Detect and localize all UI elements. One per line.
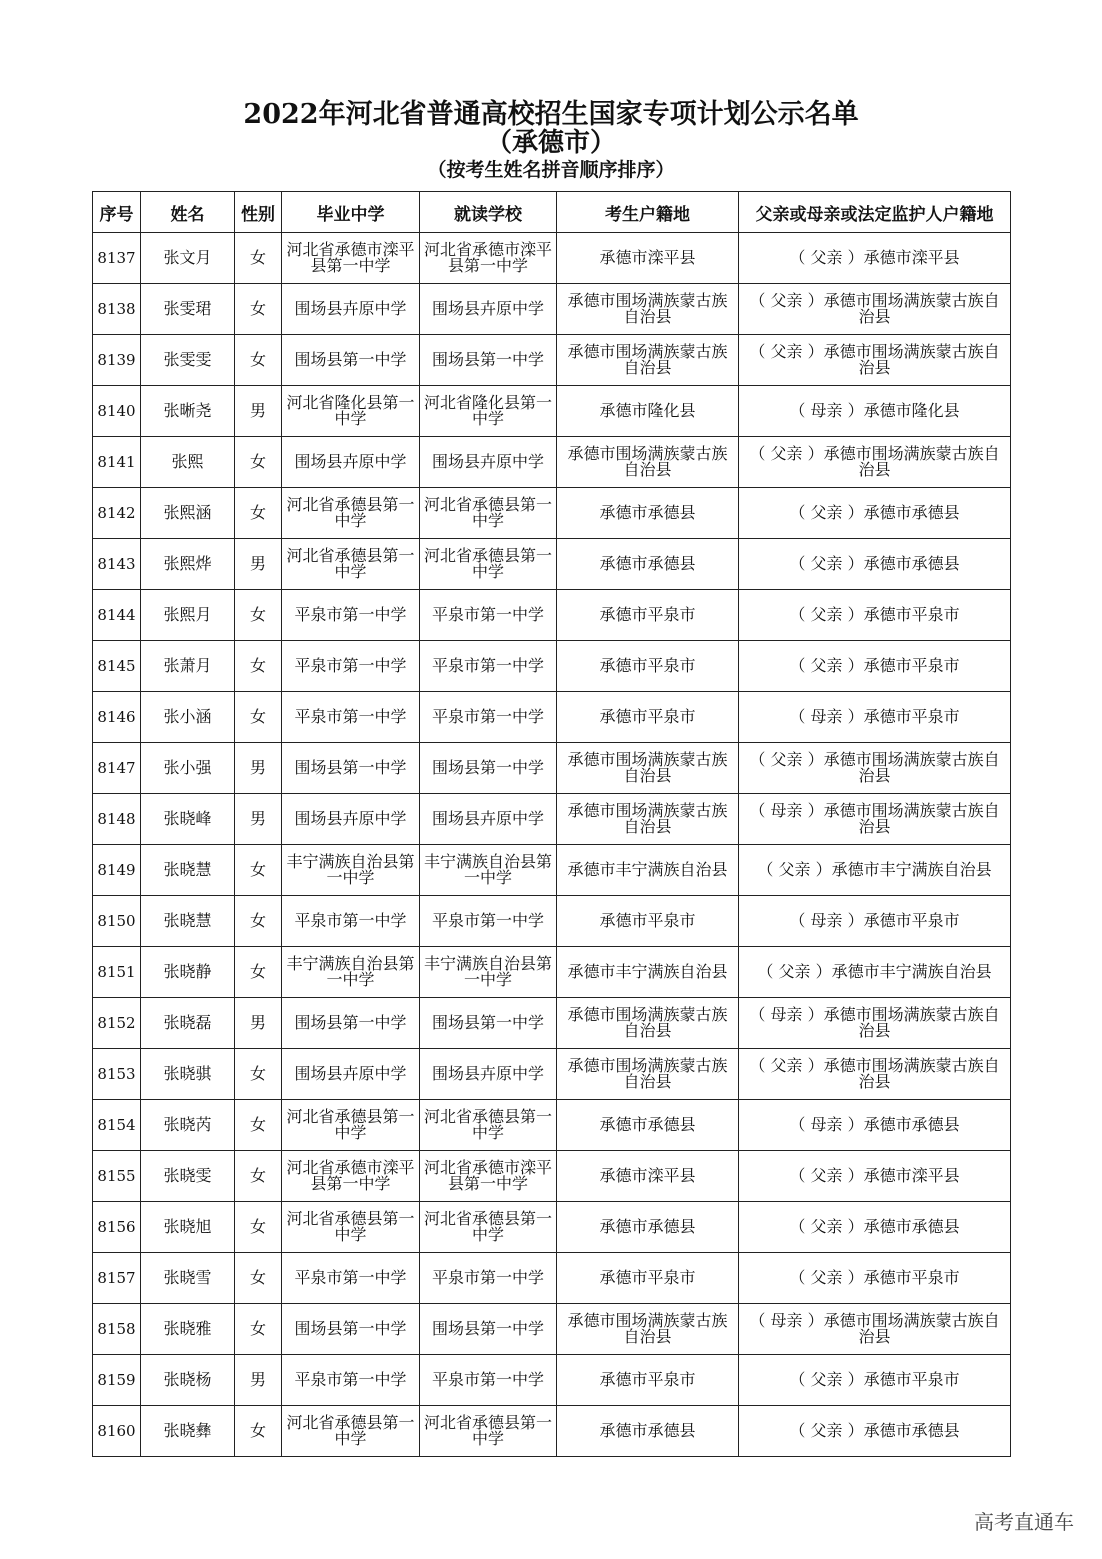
cell-name: 张晓雪 [141, 1253, 235, 1304]
cell-guardian-household: （ 父亲 ）承德市平泉市 [739, 590, 1011, 641]
table-row [93, 386, 1011, 437]
cell-student-household: 承德市围场满族蒙古族自治县 [557, 1049, 739, 1100]
cell-student-household: 承德市承德县 [557, 488, 739, 539]
cell-student-household: 承德市围场满族蒙古族自治县 [557, 743, 739, 794]
table-row [93, 1100, 1011, 1151]
table-row [93, 1304, 1011, 1355]
cell-seq: 8147 [93, 743, 141, 794]
cell-seq: 8140 [93, 386, 141, 437]
cell-current-school: 河北省隆化县第一中学 [420, 386, 557, 437]
col-header-name: 姓名 [141, 192, 235, 233]
cell-student-household: 承德市承德县 [557, 1100, 739, 1151]
cell-name: 张晓慧 [141, 896, 235, 947]
cell-student-household: 承德市围场满族蒙古族自治县 [557, 284, 739, 335]
cell-student-household: 承德市丰宁满族自治县 [557, 947, 739, 998]
cell-gender: 女 [235, 1253, 282, 1304]
cell-seq: 8159 [93, 1355, 141, 1406]
cell-current-school: 河北省承德县第一中学 [420, 539, 557, 590]
table-row [93, 335, 1011, 386]
page-title: 2022年河北省普通高校招生国家专项计划公示名单 [243, 99, 859, 130]
cell-graduation-school: 平泉市第一中学 [282, 590, 420, 641]
table-row [93, 692, 1011, 743]
cell-guardian-household: （ 父亲 ）承德市丰宁满族自治县 [739, 845, 1011, 896]
cell-current-school: 围场县第一中学 [420, 335, 557, 386]
cell-guardian-household: （ 母亲 ）承德市承德县 [739, 1100, 1011, 1151]
cell-guardian-household: （ 父亲 ）承德市围场满族蒙古族自治县 [739, 743, 1011, 794]
table-row [93, 284, 1011, 335]
cell-name: 张晓雯 [141, 1151, 235, 1202]
cell-graduation-school: 丰宁满族自治县第一中学 [282, 845, 420, 896]
cell-current-school: 围场县卉原中学 [420, 284, 557, 335]
cell-current-school: 河北省承德市滦平县第一中学 [420, 233, 557, 284]
table-row [93, 641, 1011, 692]
table-row [93, 743, 1011, 794]
cell-seq: 8145 [93, 641, 141, 692]
cell-gender: 女 [235, 641, 282, 692]
cell-graduation-school: 平泉市第一中学 [282, 1355, 420, 1406]
table-row [93, 998, 1011, 1049]
cell-current-school: 河北省承德县第一中学 [420, 1406, 557, 1457]
cell-graduation-school: 围场县第一中学 [282, 743, 420, 794]
cell-gender: 男 [235, 743, 282, 794]
cell-name: 张晓旭 [141, 1202, 235, 1253]
cell-gender: 女 [235, 1100, 282, 1151]
table-row [93, 1253, 1011, 1304]
cell-gender: 男 [235, 794, 282, 845]
cell-gender: 女 [235, 437, 282, 488]
cell-name: 张晓磊 [141, 998, 235, 1049]
cell-name: 张晓静 [141, 947, 235, 998]
cell-current-school: 围场县卉原中学 [420, 794, 557, 845]
cell-name: 张雯珺 [141, 284, 235, 335]
col-header-student-household: 考生户籍地 [557, 192, 739, 233]
cell-seq: 8160 [93, 1406, 141, 1457]
table-row [93, 845, 1011, 896]
cell-seq: 8148 [93, 794, 141, 845]
cell-seq: 8152 [93, 998, 141, 1049]
cell-student-household: 承德市承德县 [557, 1202, 739, 1253]
cell-graduation-school: 河北省隆化县第一中学 [282, 386, 420, 437]
cell-gender: 女 [235, 590, 282, 641]
cell-name: 张熙烨 [141, 539, 235, 590]
cell-current-school: 围场县第一中学 [420, 743, 557, 794]
cell-guardian-household: （ 父亲 ）承德市平泉市 [739, 641, 1011, 692]
cell-guardian-household: （ 父亲 ）承德市围场满族蒙古族自治县 [739, 437, 1011, 488]
cell-current-school: 平泉市第一中学 [420, 896, 557, 947]
cell-graduation-school: 围场县卉原中学 [282, 794, 420, 845]
cell-gender: 女 [235, 1151, 282, 1202]
cell-graduation-school: 河北省承德县第一中学 [282, 1100, 420, 1151]
cell-current-school: 平泉市第一中学 [420, 1253, 557, 1304]
cell-seq: 8157 [93, 1253, 141, 1304]
cell-current-school: 平泉市第一中学 [420, 1355, 557, 1406]
cell-current-school: 围场县卉原中学 [420, 1049, 557, 1100]
cell-graduation-school: 围场县第一中学 [282, 335, 420, 386]
cell-gender: 女 [235, 1406, 282, 1457]
cell-gender: 女 [235, 947, 282, 998]
cell-student-household: 承德市承德县 [557, 539, 739, 590]
cell-name: 张熙月 [141, 590, 235, 641]
cell-guardian-household: （ 母亲 ）承德市隆化县 [739, 386, 1011, 437]
cell-graduation-school: 围场县卉原中学 [282, 1049, 420, 1100]
table-row [93, 233, 1011, 284]
cell-guardian-household: （ 父亲 ）承德市平泉市 [739, 1253, 1011, 1304]
cell-current-school: 围场县第一中学 [420, 1304, 557, 1355]
cell-gender: 女 [235, 692, 282, 743]
cell-guardian-household: （ 父亲 ）承德市承德县 [739, 539, 1011, 590]
cell-graduation-school: 河北省承德县第一中学 [282, 1202, 420, 1253]
cell-graduation-school: 河北省承德县第一中学 [282, 539, 420, 590]
cell-seq: 8139 [93, 335, 141, 386]
cell-student-household: 承德市滦平县 [557, 233, 739, 284]
cell-graduation-school: 丰宁满族自治县第一中学 [282, 947, 420, 998]
cell-student-household: 承德市平泉市 [557, 1355, 739, 1406]
cell-graduation-school: 河北省承德县第一中学 [282, 488, 420, 539]
cell-name: 张晓彝 [141, 1406, 235, 1457]
cell-student-household: 承德市滦平县 [557, 1151, 739, 1202]
cell-graduation-school: 河北省承德市滦平县第一中学 [282, 233, 420, 284]
cell-student-household: 承德市承德县 [557, 1406, 739, 1457]
cell-seq: 8142 [93, 488, 141, 539]
cell-student-household: 承德市围场满族蒙古族自治县 [557, 794, 739, 845]
cell-current-school: 河北省承德县第一中学 [420, 488, 557, 539]
col-header-gender: 性别 [235, 192, 282, 233]
cell-seq: 8153 [93, 1049, 141, 1100]
cell-seq: 8155 [93, 1151, 141, 1202]
cell-student-household: 承德市平泉市 [557, 692, 739, 743]
cell-graduation-school: 围场县第一中学 [282, 1304, 420, 1355]
cell-guardian-household: （ 母亲 ）承德市围场满族蒙古族自治县 [739, 794, 1011, 845]
cell-seq: 8151 [93, 947, 141, 998]
cell-current-school: 河北省承德县第一中学 [420, 1202, 557, 1253]
cell-seq: 8156 [93, 1202, 141, 1253]
cell-current-school: 河北省承德市滦平县第一中学 [420, 1151, 557, 1202]
cell-current-school: 平泉市第一中学 [420, 692, 557, 743]
cell-name: 张晓慧 [141, 845, 235, 896]
table-row [93, 947, 1011, 998]
cell-graduation-school: 平泉市第一中学 [282, 692, 420, 743]
cell-gender: 女 [235, 1202, 282, 1253]
cell-name: 张雯雯 [141, 335, 235, 386]
cell-gender: 女 [235, 488, 282, 539]
cell-name: 张熙涵 [141, 488, 235, 539]
cell-gender: 男 [235, 1355, 282, 1406]
cell-seq: 8154 [93, 1100, 141, 1151]
cell-gender: 女 [235, 845, 282, 896]
table-body [93, 233, 1011, 1457]
cell-seq: 8150 [93, 896, 141, 947]
cell-seq: 8137 [93, 233, 141, 284]
cell-current-school: 围场县卉原中学 [420, 437, 557, 488]
cell-student-household: 承德市围场满族蒙古族自治县 [557, 998, 739, 1049]
cell-name: 张晓芮 [141, 1100, 235, 1151]
cell-name: 张文月 [141, 233, 235, 284]
cell-current-school: 平泉市第一中学 [420, 641, 557, 692]
cell-gender: 男 [235, 539, 282, 590]
cell-name: 张晓雅 [141, 1304, 235, 1355]
cell-guardian-household: （ 父亲 ）承德市滦平县 [739, 1151, 1011, 1202]
city-subtitle: （承德市） [485, 128, 616, 158]
cell-current-school: 围场县第一中学 [420, 998, 557, 1049]
cell-gender: 女 [235, 1304, 282, 1355]
col-header-seq: 序号 [93, 192, 141, 233]
cell-student-household: 承德市平泉市 [557, 896, 739, 947]
cell-gender: 女 [235, 284, 282, 335]
table-row [93, 1151, 1011, 1202]
cell-guardian-household: （ 父亲 ）承德市围场满族蒙古族自治县 [739, 335, 1011, 386]
cell-guardian-household: （ 母亲 ）承德市平泉市 [739, 692, 1011, 743]
table-row [93, 539, 1011, 590]
cell-seq: 8149 [93, 845, 141, 896]
roster-table [92, 191, 1011, 1457]
cell-guardian-household: （ 母亲 ）承德市平泉市 [739, 896, 1011, 947]
cell-student-household: 承德市围场满族蒙古族自治县 [557, 437, 739, 488]
cell-graduation-school: 河北省承德市滦平县第一中学 [282, 1151, 420, 1202]
cell-name: 张晰尧 [141, 386, 235, 437]
cell-guardian-household: （ 父亲 ）承德市丰宁满族自治县 [739, 947, 1011, 998]
cell-guardian-household: （ 母亲 ）承德市围场满族蒙古族自治县 [739, 998, 1011, 1049]
col-header-guardian-household: 父亲或母亲或法定监护人户籍地 [739, 192, 1011, 233]
cell-student-household: 承德市平泉市 [557, 590, 739, 641]
cell-student-household: 承德市围场满族蒙古族自治县 [557, 1304, 739, 1355]
watermark-text: 高考直通车 [974, 1510, 1074, 1534]
cell-seq: 8158 [93, 1304, 141, 1355]
cell-gender: 女 [235, 335, 282, 386]
cell-gender: 男 [235, 998, 282, 1049]
table-header-row [93, 192, 1011, 233]
table-row [93, 794, 1011, 845]
cell-name: 张晓骐 [141, 1049, 235, 1100]
table-row [93, 437, 1011, 488]
cell-seq: 8141 [93, 437, 141, 488]
cell-name: 张熙 [141, 437, 235, 488]
cell-seq: 8146 [93, 692, 141, 743]
table-row [93, 896, 1011, 947]
cell-name: 张萧月 [141, 641, 235, 692]
cell-student-household: 承德市隆化县 [557, 386, 739, 437]
cell-guardian-household: （ 父亲 ）承德市承德县 [739, 1202, 1011, 1253]
cell-guardian-household: （ 父亲 ）承德市围场满族蒙古族自治县 [739, 284, 1011, 335]
table-row [93, 1049, 1011, 1100]
cell-graduation-school: 平泉市第一中学 [282, 641, 420, 692]
table-row [93, 1202, 1011, 1253]
cell-gender: 女 [235, 1049, 282, 1100]
cell-current-school: 河北省承德县第一中学 [420, 1100, 557, 1151]
cell-seq: 8138 [93, 284, 141, 335]
col-header-graduation-school: 毕业中学 [282, 192, 420, 233]
cell-guardian-household: （ 母亲 ）承德市围场满族蒙古族自治县 [739, 1304, 1011, 1355]
table-row [93, 1406, 1011, 1457]
table-row [93, 1355, 1011, 1406]
cell-guardian-household: （ 父亲 ）承德市承德县 [739, 1406, 1011, 1457]
cell-graduation-school: 平泉市第一中学 [282, 1253, 420, 1304]
cell-name: 张晓峰 [141, 794, 235, 845]
cell-student-household: 承德市丰宁满族自治县 [557, 845, 739, 896]
cell-graduation-school: 平泉市第一中学 [282, 896, 420, 947]
cell-name: 张小强 [141, 743, 235, 794]
cell-current-school: 丰宁满族自治县第一中学 [420, 845, 557, 896]
cell-gender: 女 [235, 896, 282, 947]
cell-student-household: 承德市围场满族蒙古族自治县 [557, 335, 739, 386]
cell-graduation-school: 围场县卉原中学 [282, 284, 420, 335]
cell-gender: 男 [235, 386, 282, 437]
cell-guardian-household: （ 父亲 ）承德市滦平县 [739, 233, 1011, 284]
table-row [93, 590, 1011, 641]
cell-guardian-household: （ 父亲 ）承德市承德县 [739, 488, 1011, 539]
cell-guardian-household: （ 父亲 ）承德市围场满族蒙古族自治县 [739, 1049, 1011, 1100]
cell-name: 张小涵 [141, 692, 235, 743]
cell-seq: 8144 [93, 590, 141, 641]
cell-student-household: 承德市平泉市 [557, 641, 739, 692]
cell-name: 张晓杨 [141, 1355, 235, 1406]
cell-current-school: 平泉市第一中学 [420, 590, 557, 641]
sort-note: （按考生姓名拼音顺序排序） [427, 159, 675, 181]
cell-student-household: 承德市平泉市 [557, 1253, 739, 1304]
cell-gender: 女 [235, 233, 282, 284]
cell-seq: 8143 [93, 539, 141, 590]
cell-current-school: 丰宁满族自治县第一中学 [420, 947, 557, 998]
cell-graduation-school: 河北省承德县第一中学 [282, 1406, 420, 1457]
col-header-current-school: 就读学校 [420, 192, 557, 233]
cell-guardian-household: （ 父亲 ）承德市平泉市 [739, 1355, 1011, 1406]
cell-graduation-school: 围场县第一中学 [282, 998, 420, 1049]
cell-graduation-school: 围场县卉原中学 [282, 437, 420, 488]
table-row [93, 488, 1011, 539]
